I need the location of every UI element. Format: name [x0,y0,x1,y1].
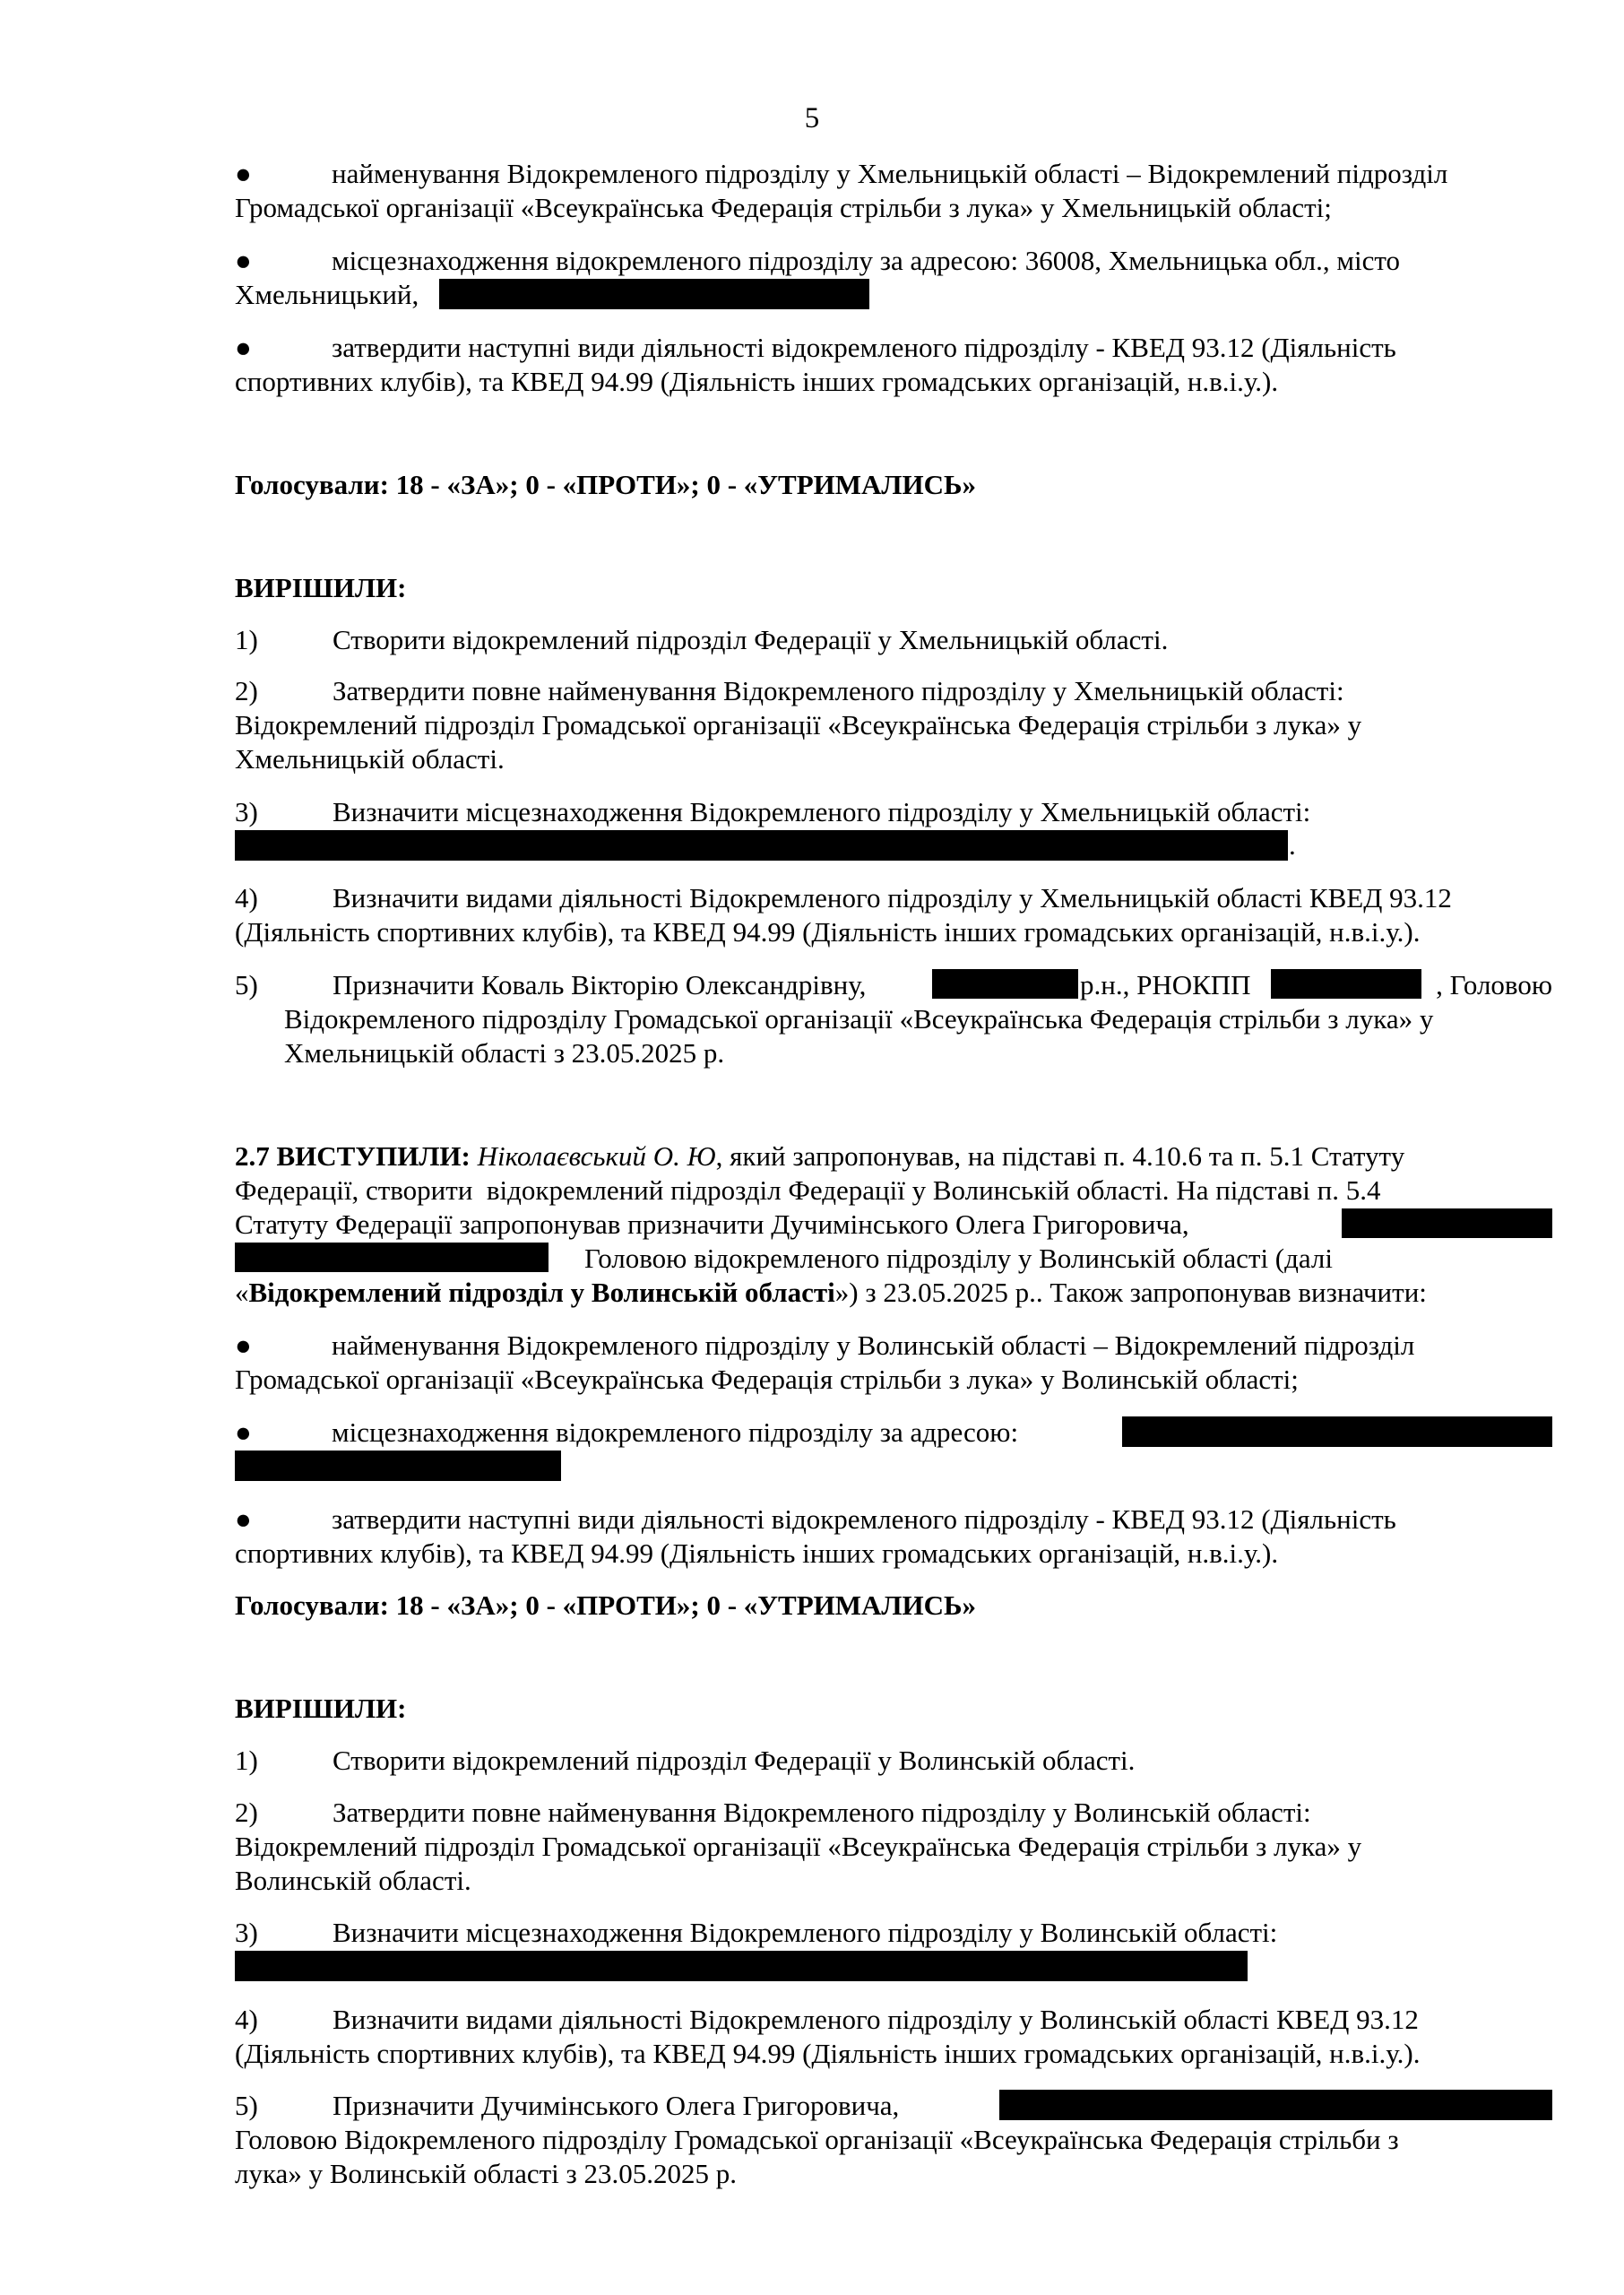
vol-speech-line3: Статуту Федерації запропонував призначити Дучимінського Олега Григоровича, [235,1208,1189,1240]
redaction-block [1271,969,1421,999]
khm-decision-5-line3: Хмельницькій області з 23.05.2025 р. [284,1037,725,1069]
bullet-icon: ● [235,332,252,363]
redaction-block [235,830,1288,861]
khm-decision-4-line1: 4) Визначити видами діяльності Відокремленого підрозділу у Хмельницькій області КВЕД 93.12 [235,882,1452,914]
bullet-icon: ● [235,1416,252,1448]
page-number: 5 [804,102,820,134]
vol-decision-1: 1) Створити відокремлений підрозділ Федерації у Волинській області. [235,1745,1136,1776]
vol-bullet-kved-line2: спортивних клубів), та КВЕД 94.99 (Діяльність інших громадських організацій, н.в.і.у.). [235,1537,1279,1569]
khm-decision-5-line1: 5) Призначити Коваль Вікторію Олександрівну, [235,969,867,1000]
khm-decision-2-line3: Хмельницькій області. [235,743,505,775]
vol-decision-5-line3: лука» у Волинській області з 23.05.2025 р. [235,2158,738,2189]
vol-decision-5-line1: 5) Призначити Дучимінського Олега Григоровича, [235,2090,900,2121]
bullet-icon: ● [235,158,252,189]
vol-speech-line4: Головою відокремленого підрозділу у Волинській області (далі [584,1243,1334,1274]
khm-bullet-kved-line1: ● затвердити наступні види діяльності відокремленого підрозділу - КВЕД 93.12 (Діяльність [235,332,1396,363]
khm-bullet-name-line1: ● найменування Відокремленого підрозділу у Хмельницькій області – Відокремлений підрозділ [235,158,1448,189]
redaction-block [999,2090,1552,2120]
vol-decision-2-line1: 2) Затвердити повне найменування Відокремленого підрозділу у Волинській області: [235,1797,1311,1828]
bullet-icon: ● [235,1503,252,1535]
redaction-block [439,279,869,309]
khm-bullet-name-line2: Громадської організації «Всеукраїнська Федерація стрільби з лука» у Хмельницькій області; [235,192,1332,223]
vol-speech-line2: Федерації, створити відокремлений підрозділ Федерації у Волинській області. На підставі п. 5.4 [235,1174,1381,1206]
redaction-block [1122,1416,1552,1447]
khm-bullet-kved-line2: спортивних клубів), та КВЕД 94.99 (Діяльність інших громадських організацій, н.в.і.у.). [235,366,1279,397]
khm-decision-2-line2: Відокремлений підрозділ Громадської організації «Всеукраїнська Федерація стрільби з лука» у [235,709,1362,740]
khm-decision-1: 1) Створити відокремлений підрозділ Федерації у Хмельницькій області. [235,624,1169,655]
khm-decision-5-head-suffix: , Головою [1436,969,1552,1000]
vol-decision-3-line1: 3) Визначити місцезнаходження Відокремленого підрозділу у Волинській області: [235,1917,1278,1948]
redaction-block [235,1951,1248,1981]
vol-bullet-kved-line1: ● затвердити наступні види діяльності відокремленого підрозділу - КВЕД 93.12 (Діяльність [235,1503,1396,1535]
khm-bullet-address-line2: Хмельницький, [235,279,419,310]
vol-decision-4-line1: 4) Визначити видами діяльності Відокремленого підрозділу у Волинській області КВЕД 93.12 [235,2004,1419,2035]
khm-decided-heading: ВИРІШИЛИ: [235,572,407,603]
khm-decision-5-birth-suffix: р.н., РНОКПП [1080,969,1251,1000]
vol-decision-2-line2: Відокремлений підрозділ Громадської організації «Всеукраїнська Федерація стрільби з лука» у [235,1831,1362,1862]
vol-decision-5-line2: Головою Відокремленого підрозділу Громадської організації «Всеукраїнська Федерація стрільби з [235,2124,1399,2155]
redaction-block [932,969,1078,999]
khm-bullet-address-line1: ● місцезнаходження відокремленого підрозділу за адресою: 36008, Хмельницька обл., місто [235,245,1401,276]
vol-vote-result: Голосували: 18 - «ЗА»; 0 - «ПРОТИ»; 0 - «УТРИМАЛИСЬ» [235,1589,977,1621]
khm-decision-3-end: . [1289,829,1296,861]
vol-bullet-name-line2: Громадської організації «Всеукраїнська Федерація стрільби з лука» у Волинській області; [235,1364,1299,1395]
vol-decision-4-line2: (Діяльність спортивних клубів), та КВЕД 94.99 (Діяльність інших громадських організацій, н.в.і.у.). [235,2038,1421,2069]
khm-decision-5-line2: Відокремленого підрозділу Громадської організації «Всеукраїнська Федерація стрільби з лука» у [284,1003,1434,1035]
redaction-block [1342,1208,1552,1238]
bullet-icon: ● [235,245,252,276]
khm-decision-3-line1: 3) Визначити місцезнаходження Відокремленого підрозділу у Хмельницькій області: [235,796,1311,827]
vol-decided-heading: ВИРІШИЛИ: [235,1693,407,1724]
khm-vote-result: Голосували: 18 - «ЗА»; 0 - «ПРОТИ»; 0 - «УТРИМАЛИСЬ» [235,469,977,500]
khm-decision-4-line2: (Діяльність спортивних клубів), та КВЕД 94.99 (Діяльність інших громадських організацій, н.в.і.у.). [235,916,1421,948]
redaction-block [235,1451,561,1481]
vol-speech-line1: 2.7 ВИСТУПИЛИ: Ніколаєвський О. Ю, який запропонував, на підставі п. 4.10.6 та п. 5.1 Статуту [235,1140,1405,1172]
vol-bullet-name-line1: ● найменування Відокремленого підрозділу у Волинській області – Відокремлений підрозділ [235,1329,1415,1361]
vol-bullet-address-line1: ● місцезнаходження відокремленого підрозділу за адресою: [235,1416,1019,1448]
vol-speech-line5: «Відокремлений підрозділ у Волинській області») з 23.05.2025 р.. Також запропонував визначити: [235,1277,1427,1308]
khm-decision-2-line1: 2) Затвердити повне найменування Відокремленого підрозділу у Хмельницькій області: [235,675,1344,706]
bullet-icon: ● [235,1329,252,1361]
vol-decision-2-line3: Волинській області. [235,1865,471,1896]
redaction-block [235,1243,549,1272]
